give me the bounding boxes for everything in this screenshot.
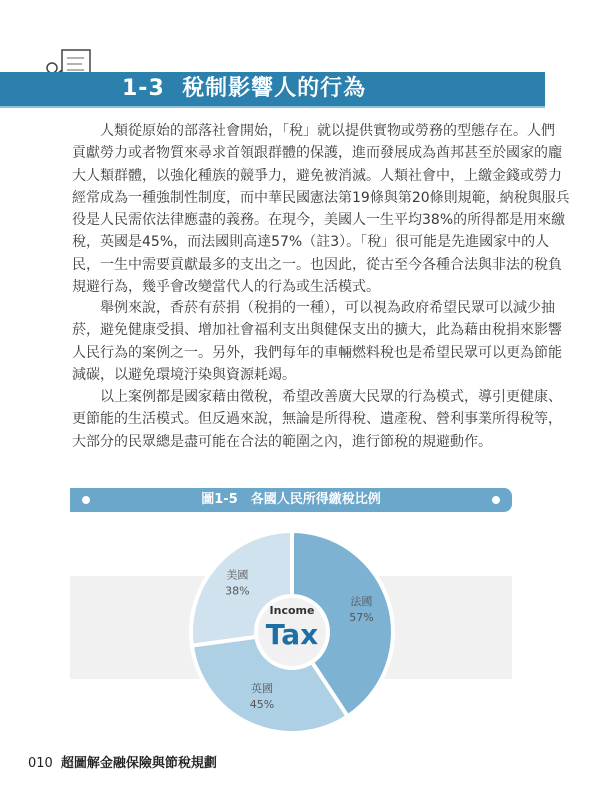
page-number: 010 — [28, 756, 53, 771]
figure-title: 圖1-5 各國人民所得繳稅比例 — [201, 492, 381, 507]
paragraph-2 — [72, 297, 562, 386]
text-line: 貢獻勞力或者物質來尋求首領跟群體的保護，進而發展成為酋邦甚至於國家的龐 — [72, 145, 562, 162]
text-line: 役是人民需依法律應盡的義務。在現今，美國人一生平均38%的所得都是用來繳 — [72, 212, 566, 229]
slice-value-label: 38% — [225, 584, 250, 598]
text-line: 菸，避免健康受損、增加社會福利支出與健保支出的擴大，此為藉由稅捐來影響 — [72, 322, 562, 339]
book-title: 超圖解金融保險與節稅規劃 — [60, 756, 217, 771]
slice-label: 英國 — [251, 682, 274, 696]
text-line: 人類從原始的部落社會開始，「稅」就以提供實物或勞務的型態存在。人們 — [72, 123, 555, 139]
section-title: 1-3 稅制影響人的行為 — [122, 76, 367, 101]
text-line: 大人類群體，以強化種族的競爭力，避免被消滅。人類社會中，上繳金錢或勞力 — [72, 167, 562, 184]
center-text-top: Income — [269, 604, 315, 617]
paragraph-3 — [72, 386, 562, 453]
page-footer — [28, 752, 217, 771]
slice-label: 美國 — [226, 568, 249, 582]
donut-chart — [180, 520, 404, 744]
figure-caption-bar — [70, 488, 512, 512]
text-line: 規避行為，幾乎會改變當代人的行為或生活模式。 — [72, 279, 380, 296]
center-text-main: Tax — [265, 618, 319, 651]
text-line: 人民行為的案例之一。另外，我們每年的車輛燃料稅也是希望民眾可以更為節能 — [72, 344, 562, 361]
slice-value-label: 57% — [349, 611, 374, 625]
text-line: 民，一生中需要貢獻最多的支出之一。也因此，從古至今各種合法與非法的稅負 — [72, 256, 562, 273]
slice-value-label: 45% — [249, 698, 275, 712]
slice-label: 法國 — [350, 595, 373, 609]
text-line: 經常成為一種強制性制度，而中華民國憲法第19條與第20條則規範，納稅與服兵 — [72, 189, 570, 206]
text-line: 更節能的生活模式。但反過來說，無論是所得稅、遺產稅、營利事業所得稅等， — [72, 411, 562, 428]
text-line: 以上案例都是國家藉由徵稅，希望改善廣大民眾的行為模式，導引更健康、 — [72, 389, 562, 405]
text-line: 舉例來說，香菸有菸捐（稅捐的一種），可以視為政府希望民眾可以減少抽 — [72, 300, 555, 316]
paragraph-1 — [72, 120, 570, 298]
text-line: 大部分的民眾總是盡可能在合法的範圍之內，進行節稅的規避動作。 — [72, 433, 492, 450]
text-line: 減碳，以避免環境汙染與資源耗竭。 — [72, 366, 296, 383]
text-line: 稅，英國是45%，而法國則高達57%（註3）。「稅」很可能是先進國家中的人 — [72, 234, 550, 251]
